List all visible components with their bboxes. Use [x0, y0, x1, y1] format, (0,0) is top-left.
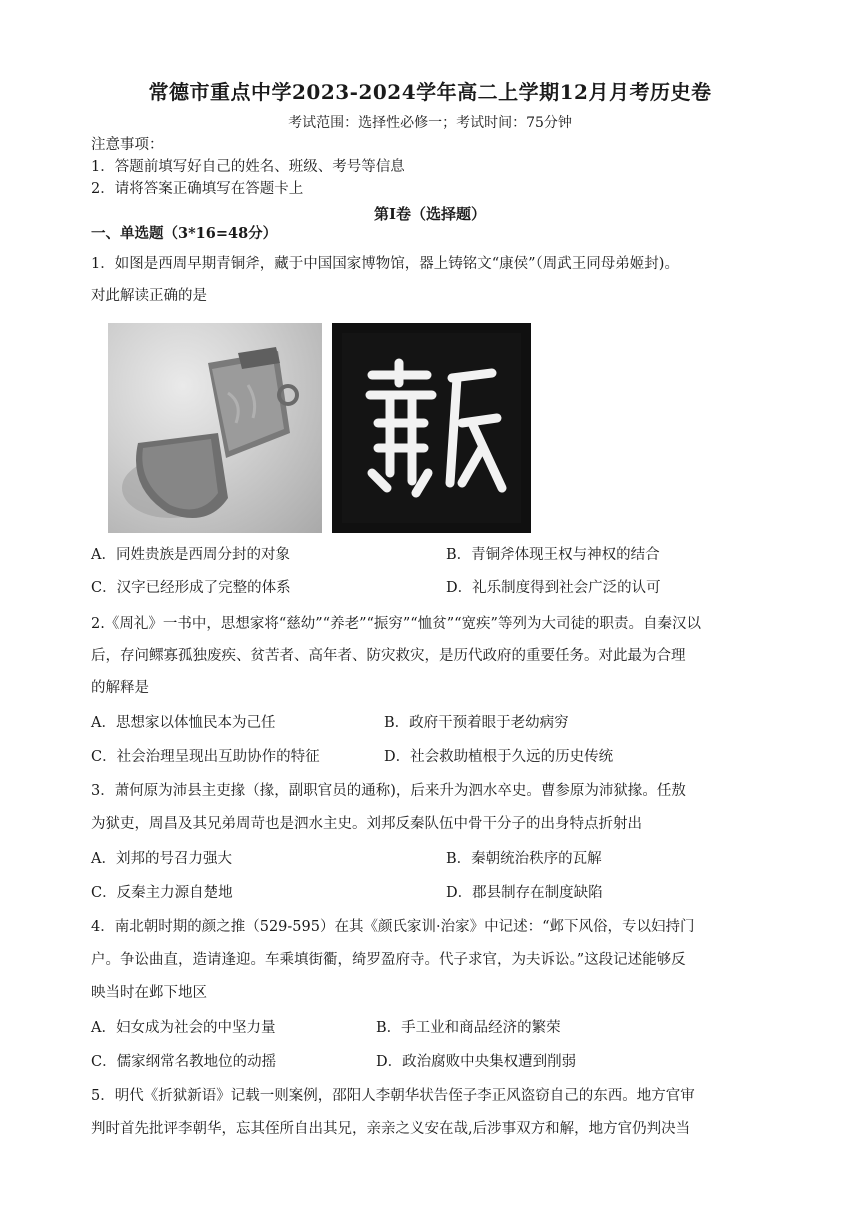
question-4-option-a[interactable]: A．妇女成为社会的中坚力量 — [91, 1020, 276, 1036]
question-3-stem-line: 3．萧何原为沛县主吏掾（掾，副职官员的通称)，后来升为泗水卒史。曹参原为沛狱掾。任敖 — [91, 783, 686, 799]
bronze-axe-photo — [108, 323, 322, 533]
question-2-stem-line: 后，存问鳏寡孤独废疾、贫苦者、高年者、防灾救灾，是历代政府的重要任务。对此最为合理 — [91, 648, 686, 664]
question-3-stem-line: 为狱吏，周昌及其兄弟周苛也是泗水主史。刘邦反秦队伍中骨干分子的出身特点折射出 — [91, 816, 642, 832]
question-4-stem-line: 映当时在邺下地区 — [91, 985, 207, 1001]
question-5-stem-line: 5．明代《折狱新语》记载一则案例，邵阳人李朝华状告侄子李正风盗窃自己的东西。地方官审 — [91, 1088, 695, 1104]
question-1-stem-line: 1．如图是西周早期青铜斧，藏于中国国家博物馆，器上铸铭文“康侯”（周武王同母弟姬封)。 — [91, 256, 679, 272]
question-1-option-d[interactable]: D．礼乐制度得到社会广泛的认可 — [446, 580, 661, 596]
question-2-stem-line: 2.《周礼》一书中，思想家将“慈幼”“养老”“振穷”“恤贫”“宽疾”等列为大司徒的职责。自秦汉以 — [91, 616, 701, 632]
part-title: 一、单选题（3*16=48分） — [91, 225, 278, 242]
question-1-option-b[interactable]: B．青铜斧体现王权与神权的结合 — [446, 547, 660, 563]
question-4-stem-line: 户。争讼曲直，造请逢迎。车乘填街衢，绮罗盈府寺。代子求官，为夫诉讼。”这段记述能够反 — [91, 952, 686, 968]
section-title: 第I卷（选择题） — [373, 205, 487, 223]
question-4-option-d[interactable]: D．政治腐败中央集权遭到削弱 — [376, 1054, 577, 1070]
page-title: 常德市重点中学2023-2024学年高二上学期12月月考历史卷 — [148, 80, 712, 104]
inscription-rubbing — [332, 323, 531, 533]
notice-item: 2．请将答案正确填写在答题卡上 — [91, 181, 304, 197]
question-2-option-d[interactable]: D．社会救助植根于久远的历史传统 — [384, 749, 614, 765]
question-3-option-d[interactable]: D．郡县制存在制度缺陷 — [446, 885, 603, 901]
question-4-stem-line: 4．南北朝时期的颜之推（529-595）在其《颜氏家训·治家》中记述：“邺下风俗，专以妇持门 — [91, 919, 695, 935]
question-1-option-a[interactable]: A．同姓贵族是西周分封的对象 — [91, 547, 290, 563]
question-2-option-b[interactable]: B．政府干预着眼于老幼病穷 — [384, 715, 569, 731]
question-3-option-c[interactable]: C．反秦主力源自楚地 — [91, 885, 233, 901]
question-2-option-a[interactable]: A．思想家以体恤民本为己任 — [91, 715, 276, 731]
question-1-option-c[interactable]: C．汉字已经形成了完整的体系 — [91, 580, 291, 596]
question-5-stem-line: 判时首先批评李朝华，忘其侄所自出其兄，亲亲之义安在哉,后涉事双方和解，地方官仍判决当 — [91, 1121, 691, 1137]
question-4-option-c[interactable]: C．儒家纲常名教地位的动摇 — [91, 1054, 277, 1070]
question-1-stem-line: 对此解读正确的是 — [91, 288, 207, 304]
question-2-option-c[interactable]: C．社会治理呈现出互助协作的特征 — [91, 749, 320, 765]
notice-item: 1．答题前填写好自己的姓名、班级、考号等信息 — [91, 159, 405, 175]
page-subtitle: 考试范围：选择性必修一；考试时间：75分钟 — [288, 115, 572, 131]
notice-heading: 注意事项： — [91, 137, 164, 153]
question-4-option-b[interactable]: B．手工业和商品经济的繁荣 — [376, 1020, 561, 1036]
question-2-stem-line: 的解释是 — [91, 680, 149, 696]
question-3-option-b[interactable]: B．秦朝统治秩序的瓦解 — [446, 851, 602, 867]
question-3-option-a[interactable]: A．刘邦的号召力强大 — [91, 851, 232, 867]
